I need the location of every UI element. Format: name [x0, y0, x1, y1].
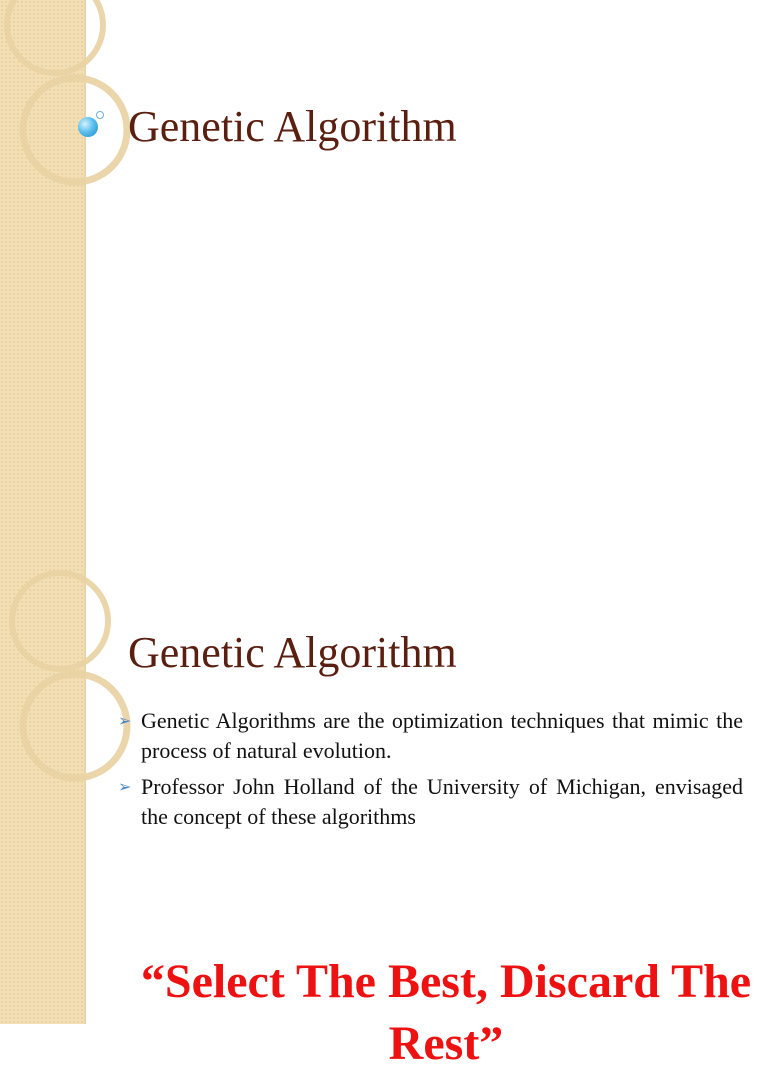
- small-circle-icon: [96, 111, 104, 119]
- bullet-text: Genetic Algorithms are the optimization techniques that mimic the process of natural evolution.: [141, 708, 743, 763]
- sidebar-rings-ornament: [0, 0, 86, 576]
- slide-title: Genetic Algorithm: [128, 102, 457, 151]
- slide-title: Genetic Algorithm: [128, 628, 457, 677]
- arrowhead-bullet-icon: ➢: [118, 711, 132, 730]
- slogan-quote: “Select The Best, Discard The Rest”: [140, 955, 752, 1070]
- list-item: [118, 772, 743, 832]
- list-item: [118, 706, 743, 766]
- arrowhead-bullet-icon: ➢: [118, 777, 132, 796]
- decorative-sidebar: [0, 0, 86, 576]
- decorative-sidebar: [0, 576, 86, 1024]
- bullet-list: [118, 706, 743, 838]
- bullet-text: Professor John Holland of the University of Michigan, envisaged the concept of these algorithms: [141, 774, 743, 829]
- slide-2: [0, 576, 768, 1070]
- sidebar-rings-ornament: [0, 576, 86, 1024]
- blue-sphere-icon: [78, 117, 98, 137]
